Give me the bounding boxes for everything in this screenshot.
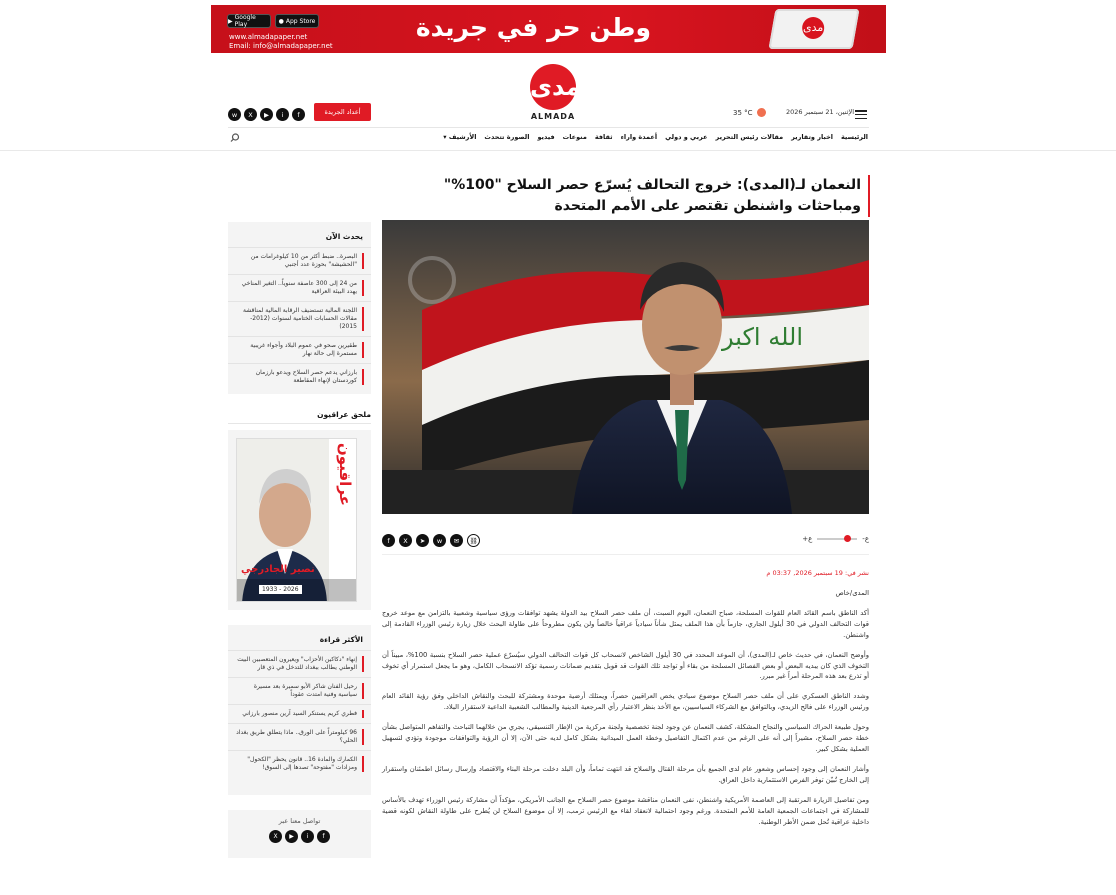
cover-title: عراقيون (336, 443, 354, 506)
main-nav (443, 133, 868, 141)
article-title: النعمان لـ(المدى): خروج التحالف يُسرّع حصر السلاح "100%" ومباحثات واشنطن تقتصر على الأمم المتحدة (400, 175, 870, 217)
newspaper-issues-button[interactable] (314, 103, 371, 121)
now-item[interactable]: بارزاني يدعم حصر السلاح ويدعو بارزمان كوردستان لإنهاء المقاطعة (228, 363, 371, 390)
facebook-icon[interactable]: f (317, 830, 330, 843)
cover-name: نصير الجادرجي (241, 564, 315, 575)
site-logo[interactable] (523, 64, 583, 124)
nav-culture[interactable]: ثقافة (594, 133, 613, 141)
sun-icon (757, 108, 766, 117)
weather-widget (733, 108, 766, 117)
x-share-icon[interactable]: X (399, 534, 412, 547)
most-read-item[interactable]: فطري كريم يستنكر السيد آرين منصور بارزاني (228, 704, 371, 723)
most-read-item[interactable]: الكمارك والمادة 16.. قانون يحظر "الكحول" ومزادات "مفتوحة" تصدها إلى السوق! (228, 750, 371, 777)
cover-image (236, 438, 357, 602)
newspaper-image (768, 9, 859, 49)
most-read-widget (228, 625, 371, 795)
now-widget (228, 222, 371, 394)
logo-text: ALMADA (530, 112, 576, 121)
article-paragraph: وشدد الناطق العسكري على أن ملف حصر السلاح موضوع سيادي يخص العراقيين حصراً، ويمتلك أرضية موحدة ومشتركة للبحث والنقاش الداخلي وفق رؤية القائد العام ورئيس الوزراء على فالح الزيدي، وبالتوافق مع الشركاء السياسيين، مع الأخذ بنظر الاعتبار رأي المرجعية الدينية والمطالب الشعبية الداعية لاستقرار البلاد. (382, 692, 869, 712)
play-icon: ▶ (228, 17, 233, 25)
banner-email: Email: info@almadapaper.net (229, 41, 333, 50)
now-item[interactable]: من 24 إلى 300 عاصفة سنوياً.. التغير المناخي يهدد البيئة العراقية (228, 274, 371, 301)
instagram-icon[interactable]: i (301, 830, 314, 843)
whatsapp-share-icon[interactable]: w (433, 534, 446, 547)
most-read-item[interactable]: إنهاء "دكاكين الأحزاب" ويعيرون المتعصبين البيت الوطني يطالب ببغداد للتدخل في ذي قار (228, 650, 371, 677)
svg-text:الله اكبر: الله اكبر (722, 323, 803, 351)
article-paragraph: وأوضح النعمان، في حديث خاص لـ(المدى)، أن الموعد المحدد في 30 أيلول الشاخص لانسحاب كل قوات التحالف الدولي سيُسرّع عملية حصر السلاح بنسبة 100%، مبيناً أن التخوف الذي كان يبديه البعض أو بعض الفصائل المسلحة من بقاء أو تواجد تلك القوات قد قوبل بتقديم ضمانات رسمية تؤكد الانسحاب الكامل، وهو ما يجعل استمرار أي تخوف أو تذرع بعد هذه المرحلة أمراً غير مبرر. (382, 650, 869, 681)
article-hero-image (382, 220, 869, 514)
nav-video[interactable]: فيديو (537, 133, 555, 141)
paper-logo: مدى (802, 17, 824, 39)
share-icons (382, 534, 480, 547)
banner-contact (229, 33, 333, 50)
banner-website: www.almadapaper.net (229, 33, 308, 41)
pdf-button-label: أعداد الجريدة (324, 108, 361, 116)
temperature: 35 °C (733, 108, 753, 117)
follow-title: تواصل معنا عبر (278, 817, 321, 825)
header-divider (228, 127, 869, 128)
link-share-icon[interactable]: ⛓ (467, 534, 480, 547)
email-share-icon[interactable]: ✉ (450, 534, 463, 547)
article-body (382, 588, 869, 836)
nav-arab-intl[interactable]: عربي و دولي (665, 133, 708, 141)
header-social-links (228, 108, 305, 121)
now-title: يحدث الآن (325, 232, 363, 241)
slider-handle[interactable] (844, 535, 851, 542)
current-date: الإثنين، 21 سبتمبر 2026 (786, 108, 854, 116)
nav-archive[interactable]: الأرشيف ▾ (443, 133, 477, 141)
facebook-share-icon[interactable]: f (382, 534, 395, 547)
article-paragraph: وأشار النعمان إلى وجود إحساس وشعور عام لدى الجميع بأن مرحلة القتال والسلاح قد انتهت تماماً، وأن البلد دخلت مرحلة البناء والاقتصاد وإرسال رسائل اطمئنان واستقرار إلى الخارج تُبيّن توفر الفرص الاستثمارية داخل العراق. (382, 764, 869, 784)
logo-mark: مدى (530, 64, 576, 110)
telegram-share-icon[interactable]: ➤ (416, 534, 429, 547)
article-paragraph: وحول طبيعة الحراك السياسي والنجاح المشكلة، كشف النعمان عن وجود لجنة تخصصية ولجنة مركزية من الإطار التنسيقي، يجري من خلالهما التباحث والتفاهم المتواصل بشأن خطة حصر السلاح، مشيراً إلى أنه على الرغم من عدم اكتمال التفاصيل وخطة العمل الميدانية بشكل كامل لديه حتى الآن، إلا أن الرؤية والتوافقات موجودة وتؤدي لتسهيل العملية بشكل كبير. (382, 723, 869, 753)
nav-news[interactable]: اخبار وتقارير (791, 133, 833, 141)
cover-years: 1933 - 2026 (259, 585, 302, 594)
font-decrease-button[interactable]: ع- (862, 535, 869, 543)
search-icon[interactable] (230, 133, 240, 146)
most-read-item[interactable]: رحيل الفنان شاكر الأبو سميرة بعد مسيرة سياسية وفنية امتدت عقوداً (228, 677, 371, 704)
top-banner-ad[interactable] (211, 5, 886, 53)
banner-slogan: وطن حر في جريدة (415, 13, 651, 42)
supplement-title: ملحق عراقيون (228, 410, 371, 424)
now-item[interactable]: اللجنة المالية تستضيف الرقابة المالية لمناقشة مقالات الحسابات الختامية لسنوات (2012-2015) (228, 301, 371, 336)
font-size-slider[interactable] (817, 538, 857, 540)
apple-icon: ● (278, 17, 284, 25)
facebook-icon[interactable]: f (292, 108, 305, 121)
nav-editor-articles[interactable]: مقالات رئيس التحرير (715, 133, 784, 141)
app-store-badge[interactable]: ● App Store (275, 14, 319, 28)
font-increase-button[interactable]: ع+ (802, 535, 813, 543)
supplement-cover[interactable] (228, 430, 371, 610)
follow-icons (228, 830, 371, 843)
share-toolbar (382, 532, 869, 548)
menu-icon[interactable] (855, 110, 867, 119)
nav-misc[interactable]: منوعات (562, 133, 587, 141)
whatsapp-icon[interactable]: w (228, 108, 241, 121)
font-size-control (802, 535, 869, 543)
nav-photo[interactable]: الصورة تتحدث (484, 133, 530, 141)
now-item[interactable]: طقيرين صحو في عموم البلاد وأجواء غريبية مستمرة إلى حالة نهار (228, 336, 371, 363)
article-divider (382, 554, 869, 555)
article-paragraph: ومن تفاصيل الزيارة المرتقبة إلى العاصمة الأمريكية واشنطن، نفى النعمان مناقشة موضوع حصر السلاح مع الجانب الأمريكي، مؤكداً أن مشاركة رئيس الوزراء تهدف بالأساس للمشاركة في اجتماعات الجمعية العامة للأمم المتحدة. ورغم وجود احتمالية لانعقاد لقاء مع الرئيس ترمب، إلا أن موضوع السلاح لن يُطرح على طاولة النقاش لكونه قضية داخلية عراقية تُحل ضمن الأطر الوطنية. (382, 795, 869, 826)
x-icon[interactable]: X (269, 830, 282, 843)
x-icon[interactable]: X (244, 108, 257, 121)
youtube-icon[interactable]: ▶ (260, 108, 273, 121)
nav-opinions[interactable]: أعمدة واراء (620, 133, 658, 141)
most-read-item[interactable]: 96 كيلومتراً على الورق.. ماذا يتطلق طريق بغداد الحلي؟ (228, 723, 371, 750)
article-paragraph: المدى/خاص (835, 589, 869, 597)
nav-home[interactable]: الرئيسية (840, 133, 868, 141)
hero-illustration (382, 220, 869, 514)
article-paragraph: أكد الناطق باسم القائد العام للقوات المسلحة، صباح النعمان، اليوم السبت، أن ملف حصر السلاح بيد الدولة يشهد توافقات ورؤى سياسية وشعبية بالتزامن مع موعد خروج قوات التحالف الدولي في 30 أيلول الجاري، جازماً بأن هذا الملف يمثل شأناً سيادياً عراقياً خالصاً ولن يكون مطروحاً على طاولة البحث خلال زيارة رئيس الوزراء القادمة إلى واشنطن. (382, 608, 869, 639)
nav-divider (0, 150, 1116, 151)
google-play-badge[interactable]: ▶ Google Play (227, 14, 271, 28)
instagram-icon[interactable]: i (276, 108, 289, 121)
now-item[interactable]: البصرة.. ضبط أكثر من 10 كيلوغرامات من "الحشيشة" بحوزة عدد أجنبي (228, 247, 371, 274)
follow-widget (228, 810, 371, 858)
publish-date: نشر في: 19 سبتمبر 2026, 03:37 م (766, 569, 869, 577)
most-read-title: الأكثر قراءة (319, 635, 363, 644)
youtube-icon[interactable]: ▶ (285, 830, 298, 843)
